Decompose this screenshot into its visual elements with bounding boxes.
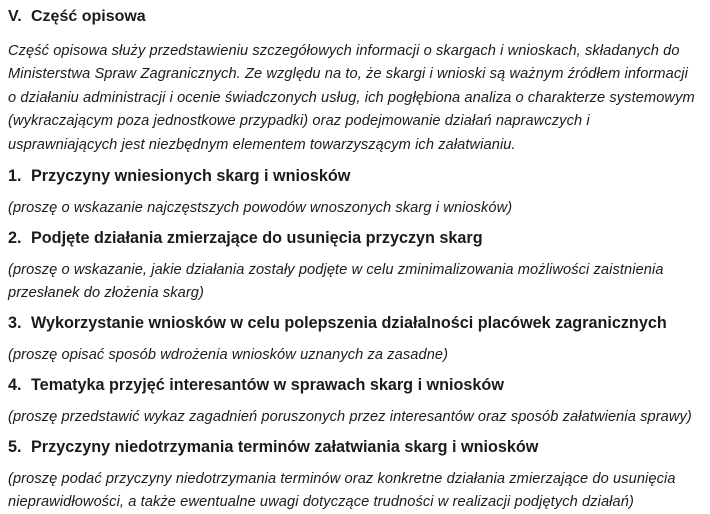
note-item-3: (proszę opisać sposób wdrożenia wniosków uznanych za zasadne) xyxy=(8,347,449,364)
heading-item-5 xyxy=(8,437,698,457)
heading-item-3 xyxy=(8,313,698,333)
heading-item-4 xyxy=(8,375,698,395)
heading-2-number: 2. xyxy=(8,229,22,248)
heading-3-text: Wykorzystanie wniosków w celu polepszenia działalności placówek zagranicznych xyxy=(31,314,667,333)
intro-paragraph: Część opisowa służy przedstawieniu szczegółowych informacji o skargach i wnioskach, składanych do Ministerstwa Spraw Zagranicznych. Ze względu na to, że skargi i wnioski są ważnym źródłem informacji o działaniu administracji i ocenie świadczonych usług, ich pogłębiona analiza o charakterze systemowym (wykraczającym poza jednostkowe przypadki) oraz podejmowanie działań naprawczych i usprawniających jest niezbędnym elementem towarzyszącym ich załatwianiu. xyxy=(8,43,695,153)
section-v-title xyxy=(8,7,698,27)
heading-item-2 xyxy=(8,228,698,248)
heading-1-text: Przyczyny wniesionych skarg i wniosków xyxy=(31,167,351,186)
section-v-number: V. xyxy=(8,8,22,25)
heading-2-text: Podjęte działania zmierzające do usunięcia przyczyn skarg xyxy=(31,229,483,248)
note-item-5: (proszę podać przyczyny niedotrzymania terminów oraz konkretne działania zmierzające do usunięcia nieprawidłowości, a także ewentualne uwagi dotyczące trudności w realizacji podjętych działań) xyxy=(8,471,676,511)
heading-3-number: 3. xyxy=(8,314,22,333)
section-v-title-text: Część opisowa xyxy=(31,8,146,25)
heading-5-number: 5. xyxy=(8,438,22,457)
heading-1-number: 1. xyxy=(8,167,22,186)
heading-4-text: Tematyka przyjęć interesantów w sprawach skarg i wniosków xyxy=(31,376,504,395)
heading-5-text: Przyczyny niedotrzymania terminów załatwiania skarg i wniosków xyxy=(31,438,539,457)
note-item-2: (proszę o wskazanie, jakie działania zostały podjęte w celu zminimalizowania możliwości zaistnienia przesłanek do złożenia skarg) xyxy=(8,262,664,302)
note-item-4: (proszę przedstawić wykaz zagadnień poruszonych przez interesantów oraz sposób załatwienia sprawy) xyxy=(8,409,692,426)
heading-item-1 xyxy=(8,166,698,186)
heading-4-number: 4. xyxy=(8,376,22,395)
note-item-1: (proszę o wskazanie najczęstszych powodów wnoszonych skarg i wniosków) xyxy=(8,200,513,217)
